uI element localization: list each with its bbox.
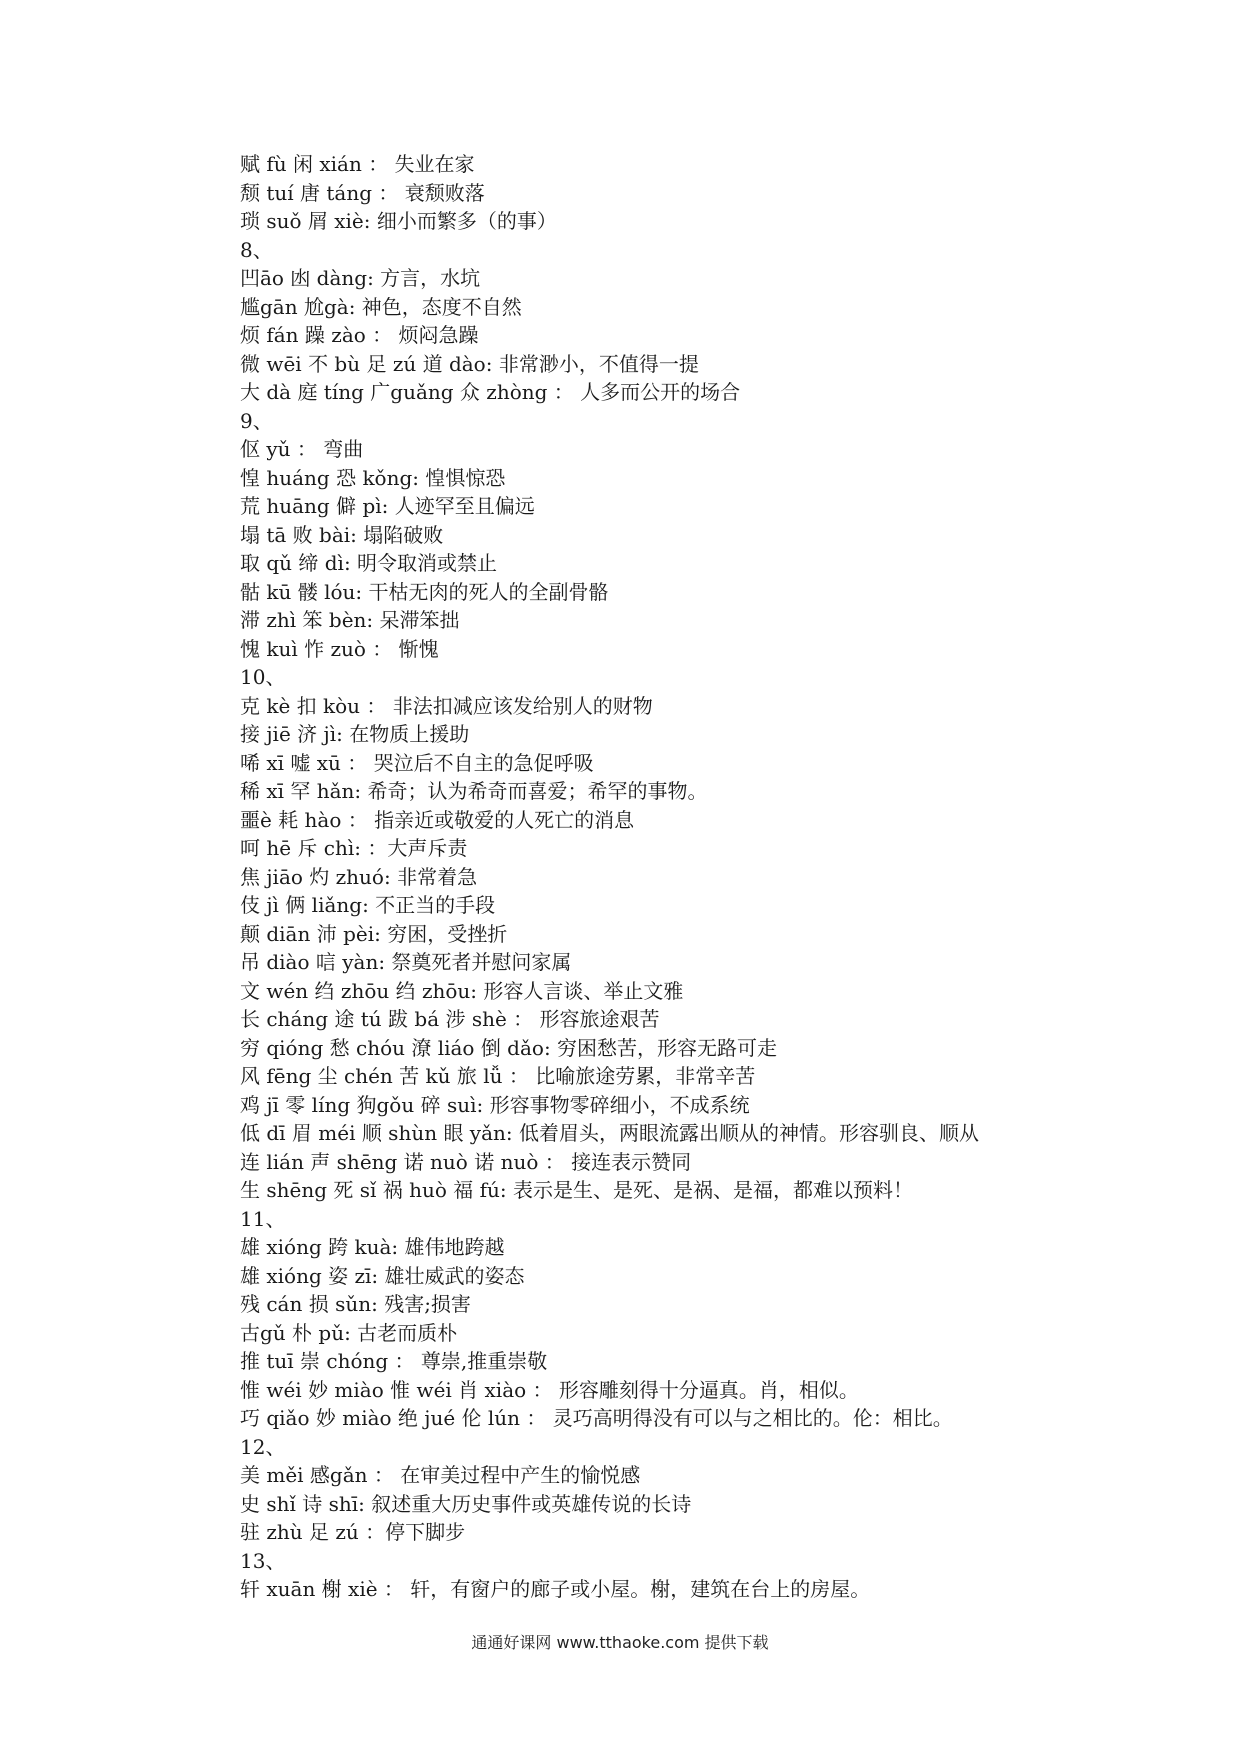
vocab-entry: 雄 xióng 跨 kuà: 雄伟地跨越 bbox=[240, 1235, 505, 1259]
vocab-entry: 美 měi 感gǎn ： 在审美过程中产生的愉悦感 bbox=[240, 1463, 641, 1487]
vocab-entry: 伛 yǔ ： 弯曲 bbox=[240, 437, 364, 461]
section-number: 12、 bbox=[240, 1434, 286, 1459]
vocab-entry: 取 qǔ 缔 dì: 明令取消或禁止 bbox=[240, 551, 498, 575]
vocab-entry: 颠 diān 沛 pèi: 穷困，受挫折 bbox=[240, 921, 508, 946]
vocab-entry: 尴gān 尬gà: 神色，态度不自然 bbox=[240, 294, 522, 319]
vocab-entry: 大 dà 庭 tíng 广guǎng 众 zhòng ： 人多而公开的场合 bbox=[240, 380, 741, 404]
vocab-entry: 滞 zhì 笨 bèn: 呆滞笨拙 bbox=[240, 608, 460, 632]
vocab-entry: 低 dī 眉 méi 顺 shùn 眼 yǎn: 低着眉头，两眼流露出顺从的神情。形容驯良、顺从 bbox=[240, 1121, 980, 1145]
vocab-entry: 接 jiē 济 jì: 在物质上援助 bbox=[240, 722, 470, 746]
section-number: 13、 bbox=[240, 1548, 286, 1573]
vocab-entry: 颓 tuí 唐 táng ： 衰颓败落 bbox=[240, 180, 485, 205]
vocab-entry: 长 cháng 途 tú 跋 bá 涉 shè ： 形容旅途艰苦 bbox=[240, 1007, 660, 1031]
vocab-entry: 推 tuī 崇 chóng ： 尊崇,推重崇敬 bbox=[240, 1349, 548, 1373]
vocab-entry: 鸡 jī 零 líng 狗gǒu 碎 suì: 形容事物零碎细小，不成系统 bbox=[240, 1092, 750, 1117]
vocab-entry: 连 lián 声 shēng 诺 nuò 诺 nuò ： 接连表示赞同 bbox=[240, 1149, 692, 1174]
vocab-entry: 残 cán 损 sǔn: 残害;损害 bbox=[240, 1292, 471, 1316]
vocab-entry: 琐 suǒ 屑 xiè: 细小而繁多（的事） bbox=[240, 209, 557, 233]
vocab-entry: 惟 wéi 妙 miào 惟 wéi 肖 xiào ： 形容雕刻得十分逼真。肖，相似。 bbox=[240, 1377, 859, 1402]
page-footer: 通通好课网 www.tthaoke.com 提供下载 bbox=[471, 1633, 769, 1652]
section-number: 8、 bbox=[240, 237, 273, 262]
vocab-entry: 穷 qióng 愁 chóu 潦 liáo 倒 dǎo: 穷困愁苦，形容无路可走 bbox=[240, 1035, 778, 1060]
vocab-entry: 焦 jiāo 灼 zhuó: 非常着急 bbox=[240, 864, 478, 889]
vocab-entry: 骷 kū 髅 lóu: 干枯无肉的死人的全副骨骼 bbox=[240, 579, 609, 604]
vocab-entry: 史 shǐ 诗 shī: 叙述重大历史事件或英雄传说的长诗 bbox=[240, 1491, 692, 1516]
vocab-entry: 风 fēng 尘 chén 苦 kǔ 旅 lǚ ： 比喻旅途劳累，非常辛苦 bbox=[240, 1064, 756, 1088]
vocab-entry: 巧 qiǎo 妙 miào 绝 jué 伦 lún ： 灵巧高明得没有可以与之相比的。伦：相比。 bbox=[240, 1406, 953, 1430]
vocab-entry: 文 wén 绉 zhōu 绉 zhōu: 形容人言谈、举止文雅 bbox=[240, 978, 684, 1003]
section-number: 10、 bbox=[240, 665, 286, 689]
vocab-entry: 稀 xī 罕 hǎn: 希奇；认为希奇而喜爱；希罕的事物。 bbox=[240, 779, 708, 803]
vocab-entry: 惶 huáng 恐 kǒng: 惶惧惊恐 bbox=[240, 465, 506, 490]
vocab-entry: 噩è 耗 hào ： 指亲近或敬爱的人死亡的消息 bbox=[240, 807, 635, 832]
section-number: 9、 bbox=[240, 408, 273, 433]
vocab-entry: 赋 fù 闲 xián ： 失业在家 bbox=[240, 152, 475, 176]
vocab-entry: 克 kè 扣 kòu ： 非法扣减应该发给别人的财物 bbox=[240, 693, 653, 718]
vocab-entry: 荒 huāng 僻 pì: 人迹罕至且偏远 bbox=[240, 494, 535, 518]
vocab-entry: 唏 xī 嘘 xū ： 哭泣后不自主的急促呼吸 bbox=[240, 750, 594, 775]
vocab-entry: 驻 zhù 足 zú ：停下脚步 bbox=[240, 1520, 466, 1544]
vocab-entry: 雄 xióng 姿 zī: 雄壮威武的姿态 bbox=[240, 1263, 525, 1288]
vocab-entry: 伎 jì 俩 liǎng: 不正当的手段 bbox=[240, 893, 496, 917]
vocab-entry: 愧 kuì 怍 zuò ： 惭愧 bbox=[240, 636, 439, 661]
vocab-entry: 古gǔ 朴 pǔ: 古老而质朴 bbox=[240, 1320, 458, 1345]
vocab-entry: 凹āo 凼 dàng: 方言，水坑 bbox=[240, 266, 481, 290]
vocabulary-list bbox=[240, 150, 1190, 1604]
vocab-entry: 塌 tā 败 bài: 塌陷破败 bbox=[240, 522, 444, 547]
vocab-entry: 呵 hē 斥 chì: ：大声斥责 bbox=[240, 836, 468, 860]
vocab-entry: 生 shēng 死 sǐ 祸 huò 福 fú: 表示是生、是死、是祸、是福，都难以预料！ bbox=[240, 1178, 914, 1202]
vocab-entry: 烦 fán 躁 zào ： 烦闷急躁 bbox=[240, 323, 479, 347]
section-number: 11、 bbox=[240, 1206, 286, 1231]
vocab-entry: 吊 diào 唁 yàn: 祭奠死者并慰问家属 bbox=[240, 950, 572, 974]
vocab-entry: 轩 xuān 榭 xiè ： 轩，有窗户的廊子或小屋。榭，建筑在台上的房屋。 bbox=[240, 1577, 871, 1601]
vocab-entry: 微 wēi 不 bù 足 zú 道 dào: 非常渺小，不值得一提 bbox=[240, 351, 699, 376]
